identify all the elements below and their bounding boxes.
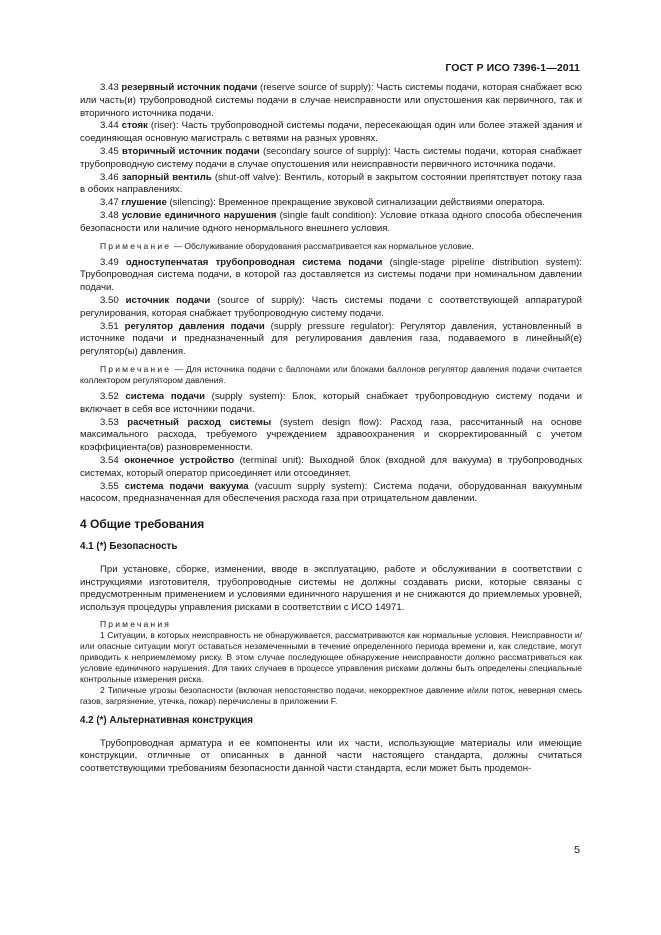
term: стояк — [121, 120, 148, 132]
page-number: 5 — [574, 844, 580, 856]
term: глушение — [121, 197, 167, 209]
definition-3-50: 3.50 источник подачи (source of supply): Часть системы подачи с соответствующей аппаратурой регулирования, которая снабжает трубопроводную систему подачи. — [80, 294, 583, 319]
definition-3-54: 3.54 оконечное устройство (terminal unit): Выходной блок (входной для вакуума) в трубопроводных системах, который оператор присоединяет или отсоединяет. — [80, 454, 582, 479]
definition-3-49: 3.49 одноступенчатая трубопроводная система подачи (single-stage pipeline distribution system): Трубопроводная система подачи, в которой газ доставляется из системы подачи при номинальном давлении подачи. — [80, 256, 582, 294]
alternative-paragraph: Трубопроводная арматура и ее компоненты или их части, использующие материалы или имеющие конструкции, отличные от описанных в данной части настоящего стандарта, должны считаться соответствующими требованиям безопасности данной части стандарта, если может быть продемон- — [80, 737, 582, 775]
definition-3-45: 3.45 вторичный источник подачи (secondary source of supply): Часть системы подачи, которая снабжает трубопроводную систему подачи в случае опустошения или неисправности первичного источника подачи. — [80, 145, 583, 170]
term: система подачи — [125, 390, 205, 402]
definition-3-43: 3.43 резервный источник подачи (reserve source of supply): Часть системы подачи, которая снабжает всю или часть(и) трубопроводной системы подачи в случае неисправности или опустошения как первичного, так и вторичного источника подачи. — [80, 82, 582, 119]
note-item: 1 Ситуации, в которых неисправность не обнаруживается, рассматриваются как нормальные условия. Неисправности и/или опасные ситуации могут оставаться незамеченными в течение определенного периода времени и, как следствие, могут приводить к неприемлемому риску. В этом случае последующее обнаружение неисправности должно рассматриваться как условие единичного нарушения. Для таких случаев в процессе управления рисками должны быть определены специальные контрольные измерения риска. — [80, 629, 582, 684]
definition-3-52: 3.52 система подачи (supply system): Блок, который снабжает трубопроводную систему подачи и включает в себя все источники подачи. — [80, 390, 582, 415]
note-cylinders: Примечание — Для источника подачи с баллонами или блоками баллонов регулятор давления подачи считается коллектором регулятором давления. — [80, 363, 582, 385]
definition-3-44: 3.44 стояк (riser): Часть трубопроводной системы подачи, пересекающая один или более этажей здания и соединяющая основную магистраль с ветвями на разных уровнях. — [80, 120, 582, 145]
standard-header: ГОСТ Р ИСО 7396-1—2011 — [445, 62, 580, 74]
notes-label: Примечания — [100, 618, 172, 629]
note-item: 2 Типичные угрозы безопасности (включая непостоянство подачи, некорректное давление и/или поток, неверная смесь газов, загрязнение, утечка, пожар) перечислены в приложении F. — [80, 684, 582, 706]
definition-3-55: 3.55 система подачи вакуума (vacuum supply system): Система подачи, оборудованная вакуумным насосом, предназначенная для обеспечения расхода газа при отрицательном давлении. — [80, 480, 582, 505]
page-content — [80, 82, 582, 776]
section-heading: 4 Общие требования — [80, 517, 205, 532]
term: резервный источник подачи — [121, 82, 258, 93]
term: одноступенчатая трубопроводная система подачи — [125, 256, 383, 268]
note-maintenance: Примечание — Обслуживание оборудования рассматривается как нормальное условие. — [100, 240, 474, 251]
term: условие единичного нарушения — [121, 209, 277, 221]
subsection-heading-alternative: 4.2 (*) Альтернативная конструкция — [80, 714, 253, 726]
term: запорный вентиль — [121, 171, 212, 183]
term: расчетный расход системы — [127, 416, 272, 428]
subsection-heading-safety: 4.1 (*) Безопасность — [80, 540, 178, 552]
definition-3-48: 3.48 условие единичного нарушения (single fault condition): Условие отказа одного способа обеспечения безопасности или наличие одного ненормального внешнего условия. — [80, 209, 582, 234]
term: регулятор давления подачи — [124, 320, 265, 332]
term: система подачи вакуума — [124, 480, 249, 492]
definition-3-51: 3.51 регулятор давления подачи (supply pressure regulator): Регулятор давления, установленный в источнике подачи и предназначенный для регулирования давления газа, подаваемого в линейный(е) регулятор(ы) давления. — [80, 320, 582, 358]
definition-3-47: 3.47 глушение (silencing): Временное прекращение звуковой сигнализации действиями оператора. — [100, 197, 545, 209]
definition-3-53: 3.53 расчетный расход системы (system design flow): Расход газа, рассчитанный на основе максимального расхода, требуемого учреждением здравоохранения и скорректированный с учетом коэффициента(ов) разновременности. — [80, 416, 582, 454]
term: вторичный источник подачи — [121, 145, 260, 157]
safety-notes — [80, 619, 582, 707]
term: оконечное устройство — [124, 454, 235, 466]
definition-3-46: 3.46 запорный вентиль (shut-off valve): Вентиль, который в закрытом состоянии препятствует потоку газа в обоих направлениях. — [80, 171, 582, 196]
term: источник подачи — [125, 294, 211, 306]
safety-paragraph: При установке, сборке, изменении, вводе в эксплуатацию, работе и обслуживании в соответствии с инструкциями изготовителя, трубопроводные системы не должны создавать риски, которые связаны с предусмотренным применением и условиями единичного нарушения и не снижаются до приемлемых уровней, используя процедуры управления рисками в соответствии с ИСО 14971. — [80, 563, 582, 614]
